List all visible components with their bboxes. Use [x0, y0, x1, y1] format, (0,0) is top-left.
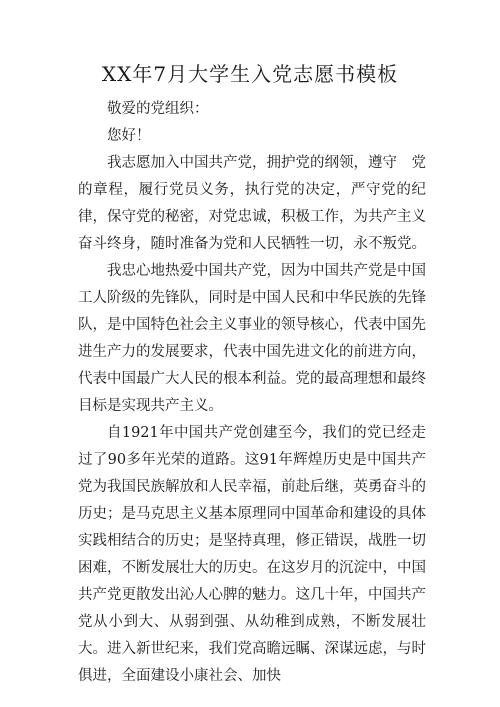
salutation-line: 敬爱的党组织：	[107, 101, 209, 117]
greeting-line: 您好！	[107, 128, 151, 144]
paragraph-1: 我志愿加入中国共产党，拥护党的纲领，遵守 党的章程，履行党员义务，执行党的决定，严守党的纪律，保守党的秘密，对党忠诚，积极工作，为共产主义奋斗终身，随时准备为党和人民牺牲一切，永不叛党。	[78, 155, 426, 252]
paragraph-3: 自1921年中国共产党创建至今，我们的党已经走过了90多年光荣的道路。这91年辉煌历史是中国共产党为我国民族解放和人民幸福，前赴后继，英勇奋斗的历史；是马克思主义基本原理同中国革命和建设的具体实践相结合的历史；是坚持真理，修正错误，战胜一切困难，不断发展壮大的历史。在这岁月的沉淀中，中国共产党更散发出沁人心脾的魅力。这几十年，中国共产党从小到大、从弱到强、从幼稚到成熟，不断发展壮大。进入新世纪来，我们党高瞻远瞩、深谋远虑，与时俱进，全面建设小康社会、加快	[78, 425, 426, 684]
paragraph-2: 我忠心地热爱中国共产党，因为中国共产党是中国工人阶级的先锋队，同时是中国人民和中华民族的先锋队，是中国特色社会主义事业的领导核心，代表中国先进生产力的发展要求，代表中国先进文化的前进方向，代表中国最广大人民的根本利益。党的最高理想和最终目标是实现共产主义。	[78, 263, 426, 414]
document-title: XX年7月大学生入党志愿书模板	[101, 62, 399, 86]
document-body	[78, 96, 426, 690]
